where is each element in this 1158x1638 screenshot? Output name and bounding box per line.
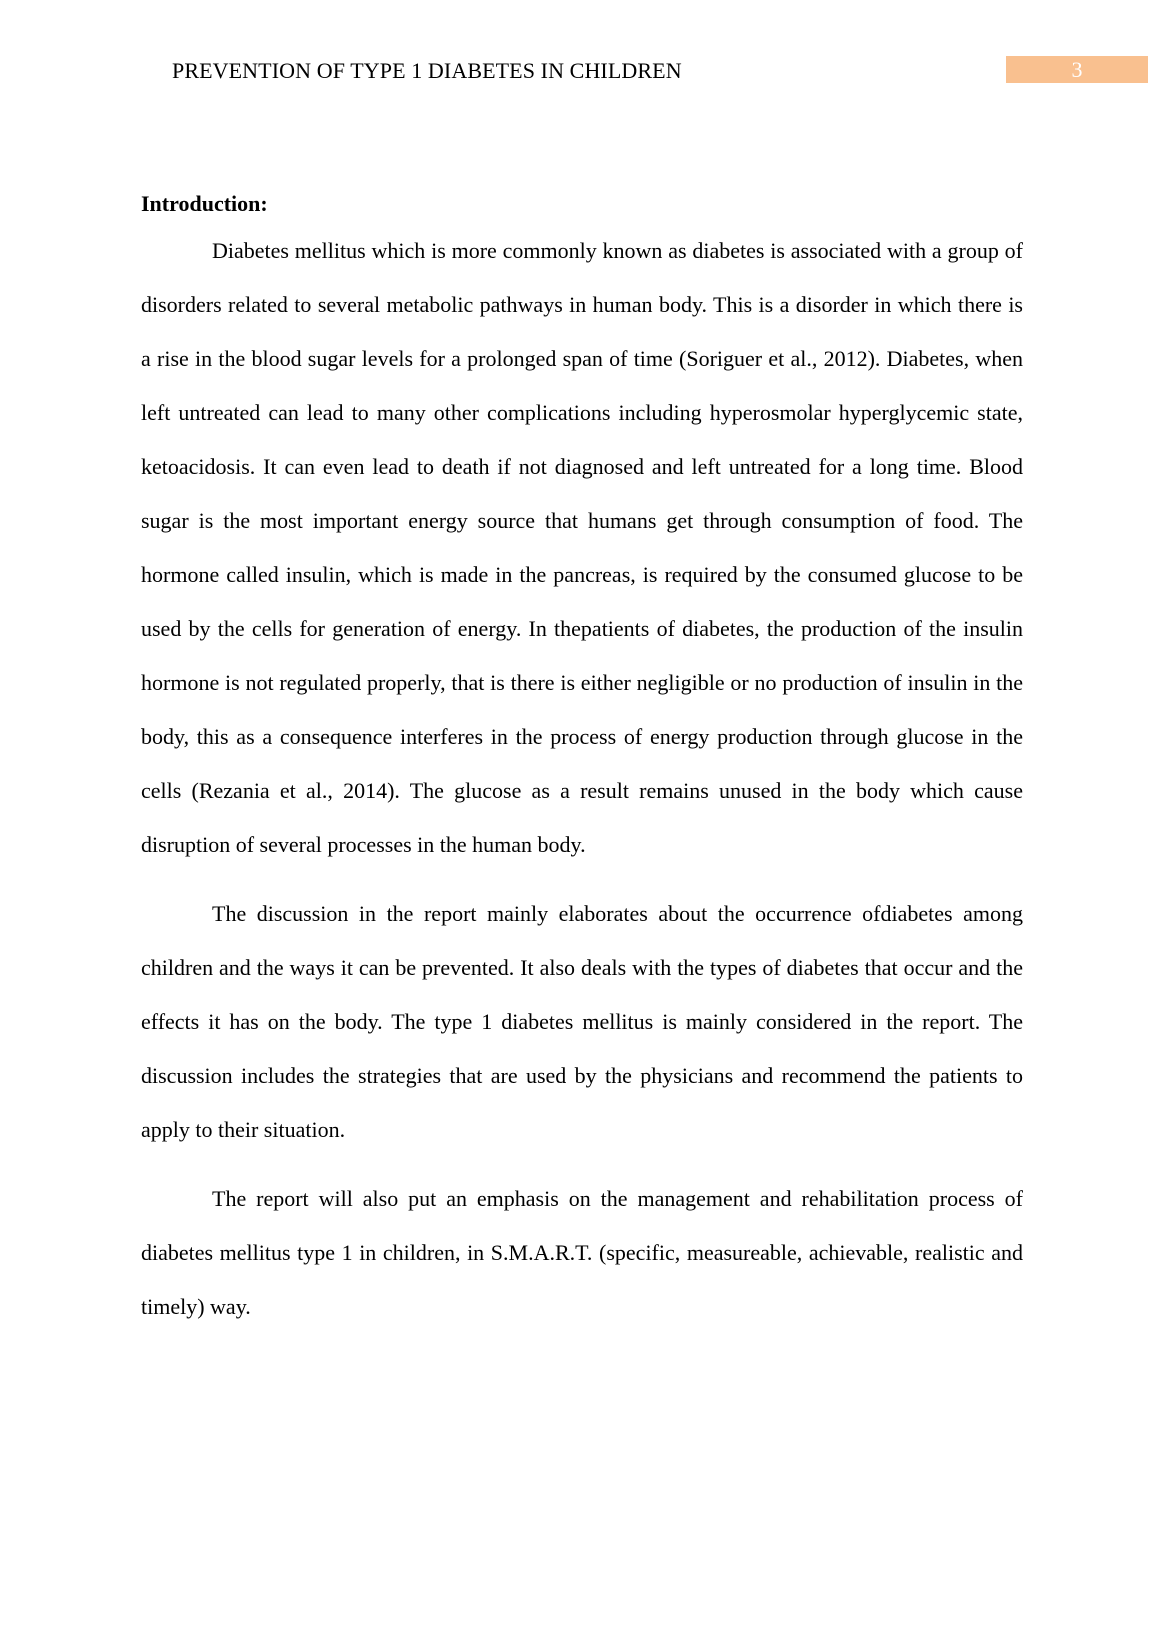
document-body <box>141 184 1023 1334</box>
paragraph-2: The discussion in the report mainly elaborates about the occurrence ofdiabetes among children and the ways it can be prevented. It also deals with the types of diabetes that occur and the effects it has on the body. The type 1 diabetes mellitus is mainly considered in the report. The discussion includes the strategies that are used by the physicians and recommend the patients to apply to their situation. <box>141 901 1023 1142</box>
paragraph-1: Diabetes mellitus which is more commonly known as diabetes is associated with a group of disorders related to several metabolic pathways in human body. This is a disorder in which there is a rise in the blood sugar levels for a prolonged span of time (Soriguer et al., 2012). Diabetes, when left untreated can lead to many other complications including hyperosmolar hyperglycemic state, ketoacidosis. It can even lead to death if not diagnosed and left untreated for a long time. Blood sugar is the most important energy source that humans get through consumption of food. The hormone called insulin, which is made in the pancreas, is required by the consumed glucose to be used by the cells for generation of energy. In thepatients of diabetes, the production of the insulin hormone is not regulated properly, that is there is either negligible or no production of insulin in the body, this as a consequence interferes in the process of energy production through glucose in the cells (Rezania et al., 2014). The glucose as a result remains unused in the body which cause disruption of several processes in the human body. <box>141 238 1023 857</box>
section-heading: Introduction: <box>141 191 268 216</box>
page-number-badge: 3 <box>1006 56 1148 83</box>
paragraph-3: The report will also put an emphasis on the management and rehabilitation process of diabetes mellitus type 1 in children, in S.M.A.R.T. (specific, measureable, achievable, realistic and timely) way. <box>141 1186 1023 1319</box>
running-head: PREVENTION OF TYPE 1 DIABETES IN CHILDREN <box>172 58 682 83</box>
